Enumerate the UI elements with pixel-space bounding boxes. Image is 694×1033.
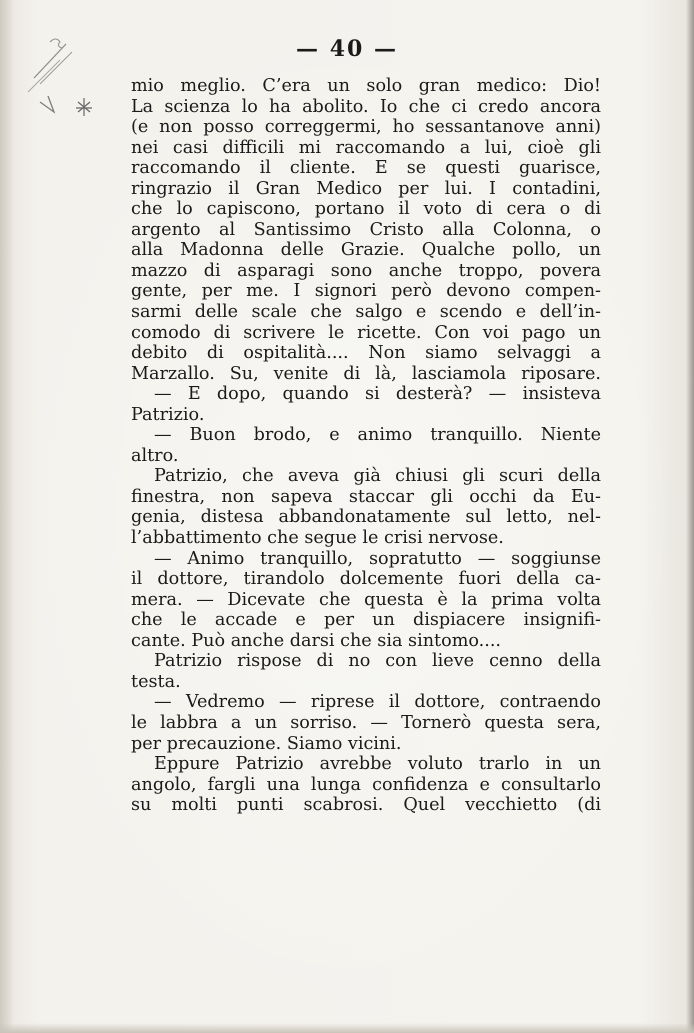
text-line: La scienza lo ha abolito. Io che ci credo ancora	[131, 96, 601, 117]
page-right-shadow	[686, 0, 694, 1033]
page-left-shadow	[0, 0, 14, 1033]
text-line: che lo capiscono, portano il voto di cera o di	[131, 199, 601, 220]
page-number: — 40 —	[296, 36, 398, 62]
text-line: — Vedremo — riprese il dottore, contraendo	[154, 692, 601, 713]
text-line: — Animo tranquillo, sopratutto — soggiunse	[154, 548, 601, 569]
page-bottom-shadow	[0, 1023, 694, 1033]
text-line: su molti punti scabrosi. Quel vecchietto (di	[131, 795, 601, 816]
text-line: Patrizio, che aveva già chiusi gli scuri della	[154, 466, 601, 487]
body-text	[131, 76, 601, 816]
text-line: debito di ospitalità.... Non siamo selvaggi a	[131, 343, 601, 364]
text-line: mazzo di asparagi sono anche troppo, povera	[131, 260, 601, 281]
text-line: alla Madonna delle Grazie. Qualche pollo, un	[131, 240, 601, 261]
text-line: mera. — Dicevate che questa è la prima volta	[131, 589, 601, 610]
text-line: raccomando il cliente. E se questi guarisce,	[131, 158, 601, 179]
text-line: ringrazio il Gran Medico per lui. I contadini,	[131, 178, 601, 199]
text-line: Marzallo. Su, venite di là, lasciamola riposare.	[131, 363, 601, 384]
text-line: angolo, fargli una lunga confidenza e consultarlo	[131, 774, 601, 795]
text-line: — Buon brodo, e animo tranquillo. Niente	[154, 425, 601, 446]
text-line: Patrizio rispose di no con lieve cenno della	[154, 651, 601, 672]
text-line: Patrizio.	[131, 404, 205, 425]
text-line: gente, per me. I signori però devono compen-	[131, 281, 601, 302]
text-line: genia, distesa abbandonatamente sul letto, nel-	[131, 507, 601, 528]
text-line: altro.	[131, 445, 179, 466]
text-line: le labbra a un sorriso. — Tornerò questa sera,	[131, 712, 601, 733]
text-line: sarmi delle scale che salgo e scendo e dell’in-	[131, 302, 601, 323]
text-line: cante. Può anche darsi che sia sintomo....	[131, 630, 502, 651]
text-line: testa.	[131, 671, 181, 692]
text-line: mio meglio. C’era un solo gran medico: Dio!	[131, 76, 601, 96]
text-line: argento al Santissimo Cristo alla Colonna, o	[131, 219, 601, 240]
text-line: il dottore, tirandolo dolcemente fuori della ca-	[131, 569, 601, 590]
text-line: (e non posso correggermi, ho sessantanove anni)	[131, 117, 601, 138]
text-line: Eppure Patrizio avrebbe voluto trarlo in un	[154, 754, 601, 775]
text-line: — E dopo, quando si desterà? — insisteva	[154, 384, 601, 405]
text-line: che le accade e per un dispiacere insignifi-	[131, 610, 601, 631]
text-line: per precauzione. Siamo vicini.	[131, 733, 402, 754]
text-line: nei casi difficili mi raccomando a lui, cioè gli	[131, 137, 601, 158]
text-line: finestra, non sapeva staccar gli occhi da Eu-	[131, 486, 601, 507]
text-line: l’abbattimento che segue le crisi nervose.	[131, 528, 504, 549]
text-line: comodo di scrivere le ricette. Con voi pago un	[131, 322, 601, 343]
